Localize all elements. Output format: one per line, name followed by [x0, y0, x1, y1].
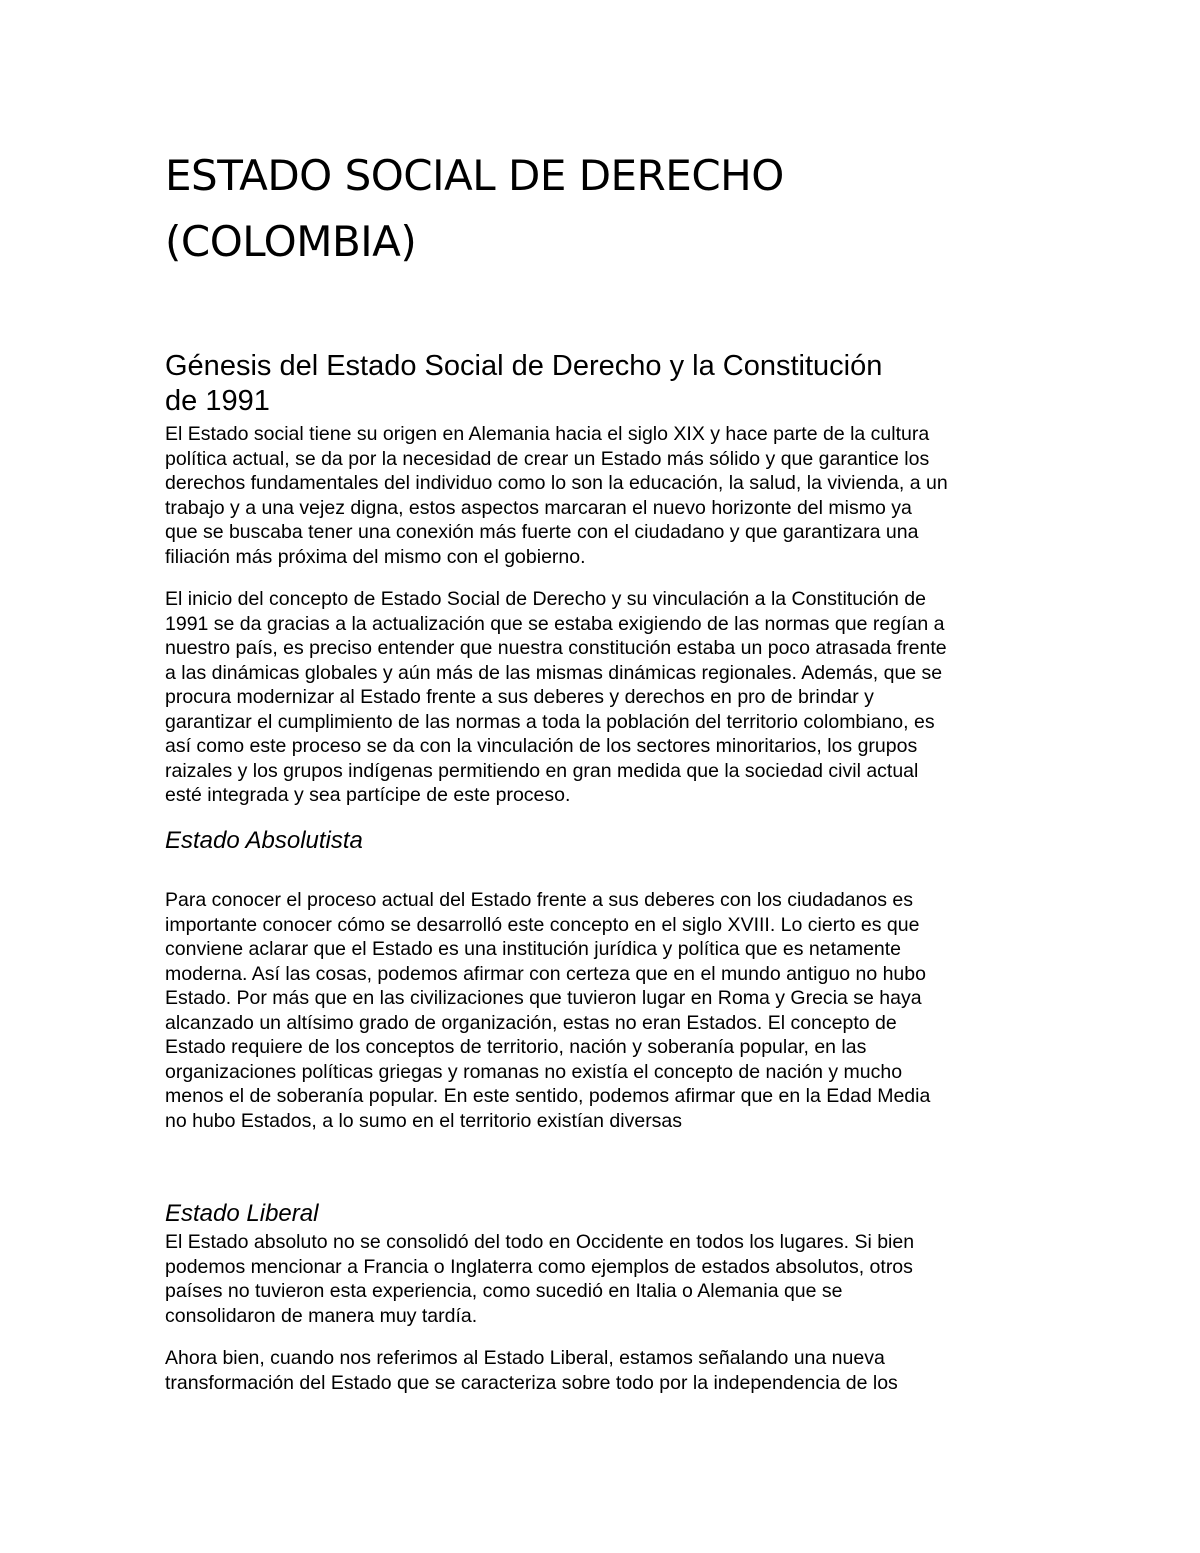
text-line: no hubo Estados, a lo sumo en el territorio existían diversas: [165, 1109, 683, 1132]
heading-line-2: de 1991: [165, 385, 270, 417]
text-line: Ahora bien, cuando nos referimos al Estado Liberal, estamos señalando una nueva: [165, 1347, 885, 1369]
text-line: países no tuvieron esta experiencia, como sucedió en Italia o Alemania que se: [165, 1280, 843, 1302]
text-line: filiación más próxima del mismo con el gobierno.: [165, 545, 586, 568]
text-line: alcanzado un altísimo grado de organización, estas no eran Estados. El concepto de: [165, 1011, 897, 1034]
section-heading-absolutista: Estado Absolutista: [165, 827, 363, 854]
paragraph-genesis-1: [165, 422, 1045, 569]
text-line: esté integrada y sea partícipe de este proceso.: [165, 784, 571, 806]
text-line: organizaciones políticas griegas y romanas no existía el concepto de nación y mucho: [165, 1060, 903, 1083]
title-line-1: ESTADO SOCIAL DE DERECHO: [165, 151, 784, 200]
text-line: El inicio del concepto de Estado Social de Derecho y su vinculación a la Constitución de: [165, 588, 926, 610]
paragraph-genesis-2: [165, 587, 1045, 808]
text-line: podemos mencionar a Francia o Inglaterra como ejemplos de estados absolutos, otros: [165, 1255, 913, 1278]
text-line: Estado requiere de los conceptos de territorio, nación y soberanía popular, en las: [165, 1036, 867, 1058]
text-line: consolidaron de manera muy tardía.: [165, 1304, 478, 1327]
paragraph-liberal-2: [165, 1346, 1045, 1395]
text-line: a las dinámicas globales y aún más de las mismas dinámicas regionales. Además, que se: [165, 661, 943, 684]
text-line: raizales y los grupos indígenas permitiendo en gran medida que la sociedad civil actual: [165, 759, 919, 782]
text-line: conviene aclarar que el Estado es una institución jurídica y política que es netamente: [165, 938, 902, 960]
paragraph-absolutista-1: [165, 888, 1045, 1133]
text-line: El Estado absoluto no se consolidó del todo en Occidente en todos los lugares. Si bien: [165, 1231, 915, 1253]
text-line: así como este proceso se da con la vinculación de los sectores minoritarios, los grupos: [165, 735, 918, 757]
section-heading-genesis: [165, 349, 1025, 419]
text-line: importante conocer cómo se desarrolló este concepto en el siglo XVIII. Lo cierto es que: [165, 913, 920, 936]
text-line: moderna. Así las cosas, podemos afirmar con certeza que en el mundo antiguo no hubo: [165, 962, 926, 985]
text-line: menos el de soberanía popular. En este sentido, podemos afirmar que en la Edad Media: [165, 1085, 931, 1107]
text-line: política actual, se da por la necesidad de crear un Estado más sólido y que garantice los: [165, 447, 930, 470]
text-line: que se buscaba tener una conexión más fuerte con el ciudadano y que garantizara una: [165, 521, 919, 543]
text-line: garantizar el cumplimiento de las normas a toda la población del territorio colombiano, es: [165, 710, 935, 733]
text-line: procura modernizar al Estado frente a sus deberes y derechos en pro de brindar y: [165, 686, 874, 708]
document-title: [165, 143, 1045, 275]
text-line: Para conocer el proceso actual del Estado frente a sus deberes con los ciudadanos es: [165, 889, 913, 911]
text-line: 1991 se da gracias a la actualización que se estaba exigiendo de las normas que regían a: [165, 612, 945, 635]
heading-line-1: Génesis del Estado Social de Derecho y la Constitución: [165, 350, 883, 382]
text-line: Estado. Por más que en las civilizaciones que tuvieron lugar en Roma y Grecia se haya: [165, 987, 922, 1009]
text-line: trabajo y a una vejez digna, estos aspectos marcaran el nuevo horizonte del mismo ya: [165, 496, 912, 519]
text-line: El Estado social tiene su origen en Alemania hacia el siglo XIX y hace parte de la cultura: [165, 423, 930, 445]
paragraph-liberal-1: [165, 1230, 1045, 1328]
title-line-2: (COLOMBIA): [165, 217, 417, 266]
text-line: transformación del Estado que se caracteriza sobre todo por la independencia de los: [165, 1371, 898, 1394]
text-line: nuestro país, es preciso entender que nuestra constitución estaba un poco atrasada frente: [165, 637, 947, 659]
text-line: derechos fundamentales del individuo como lo son la educación, la salud, la vivienda, a un: [165, 472, 948, 494]
section-heading-liberal: Estado Liberal: [165, 1200, 319, 1227]
